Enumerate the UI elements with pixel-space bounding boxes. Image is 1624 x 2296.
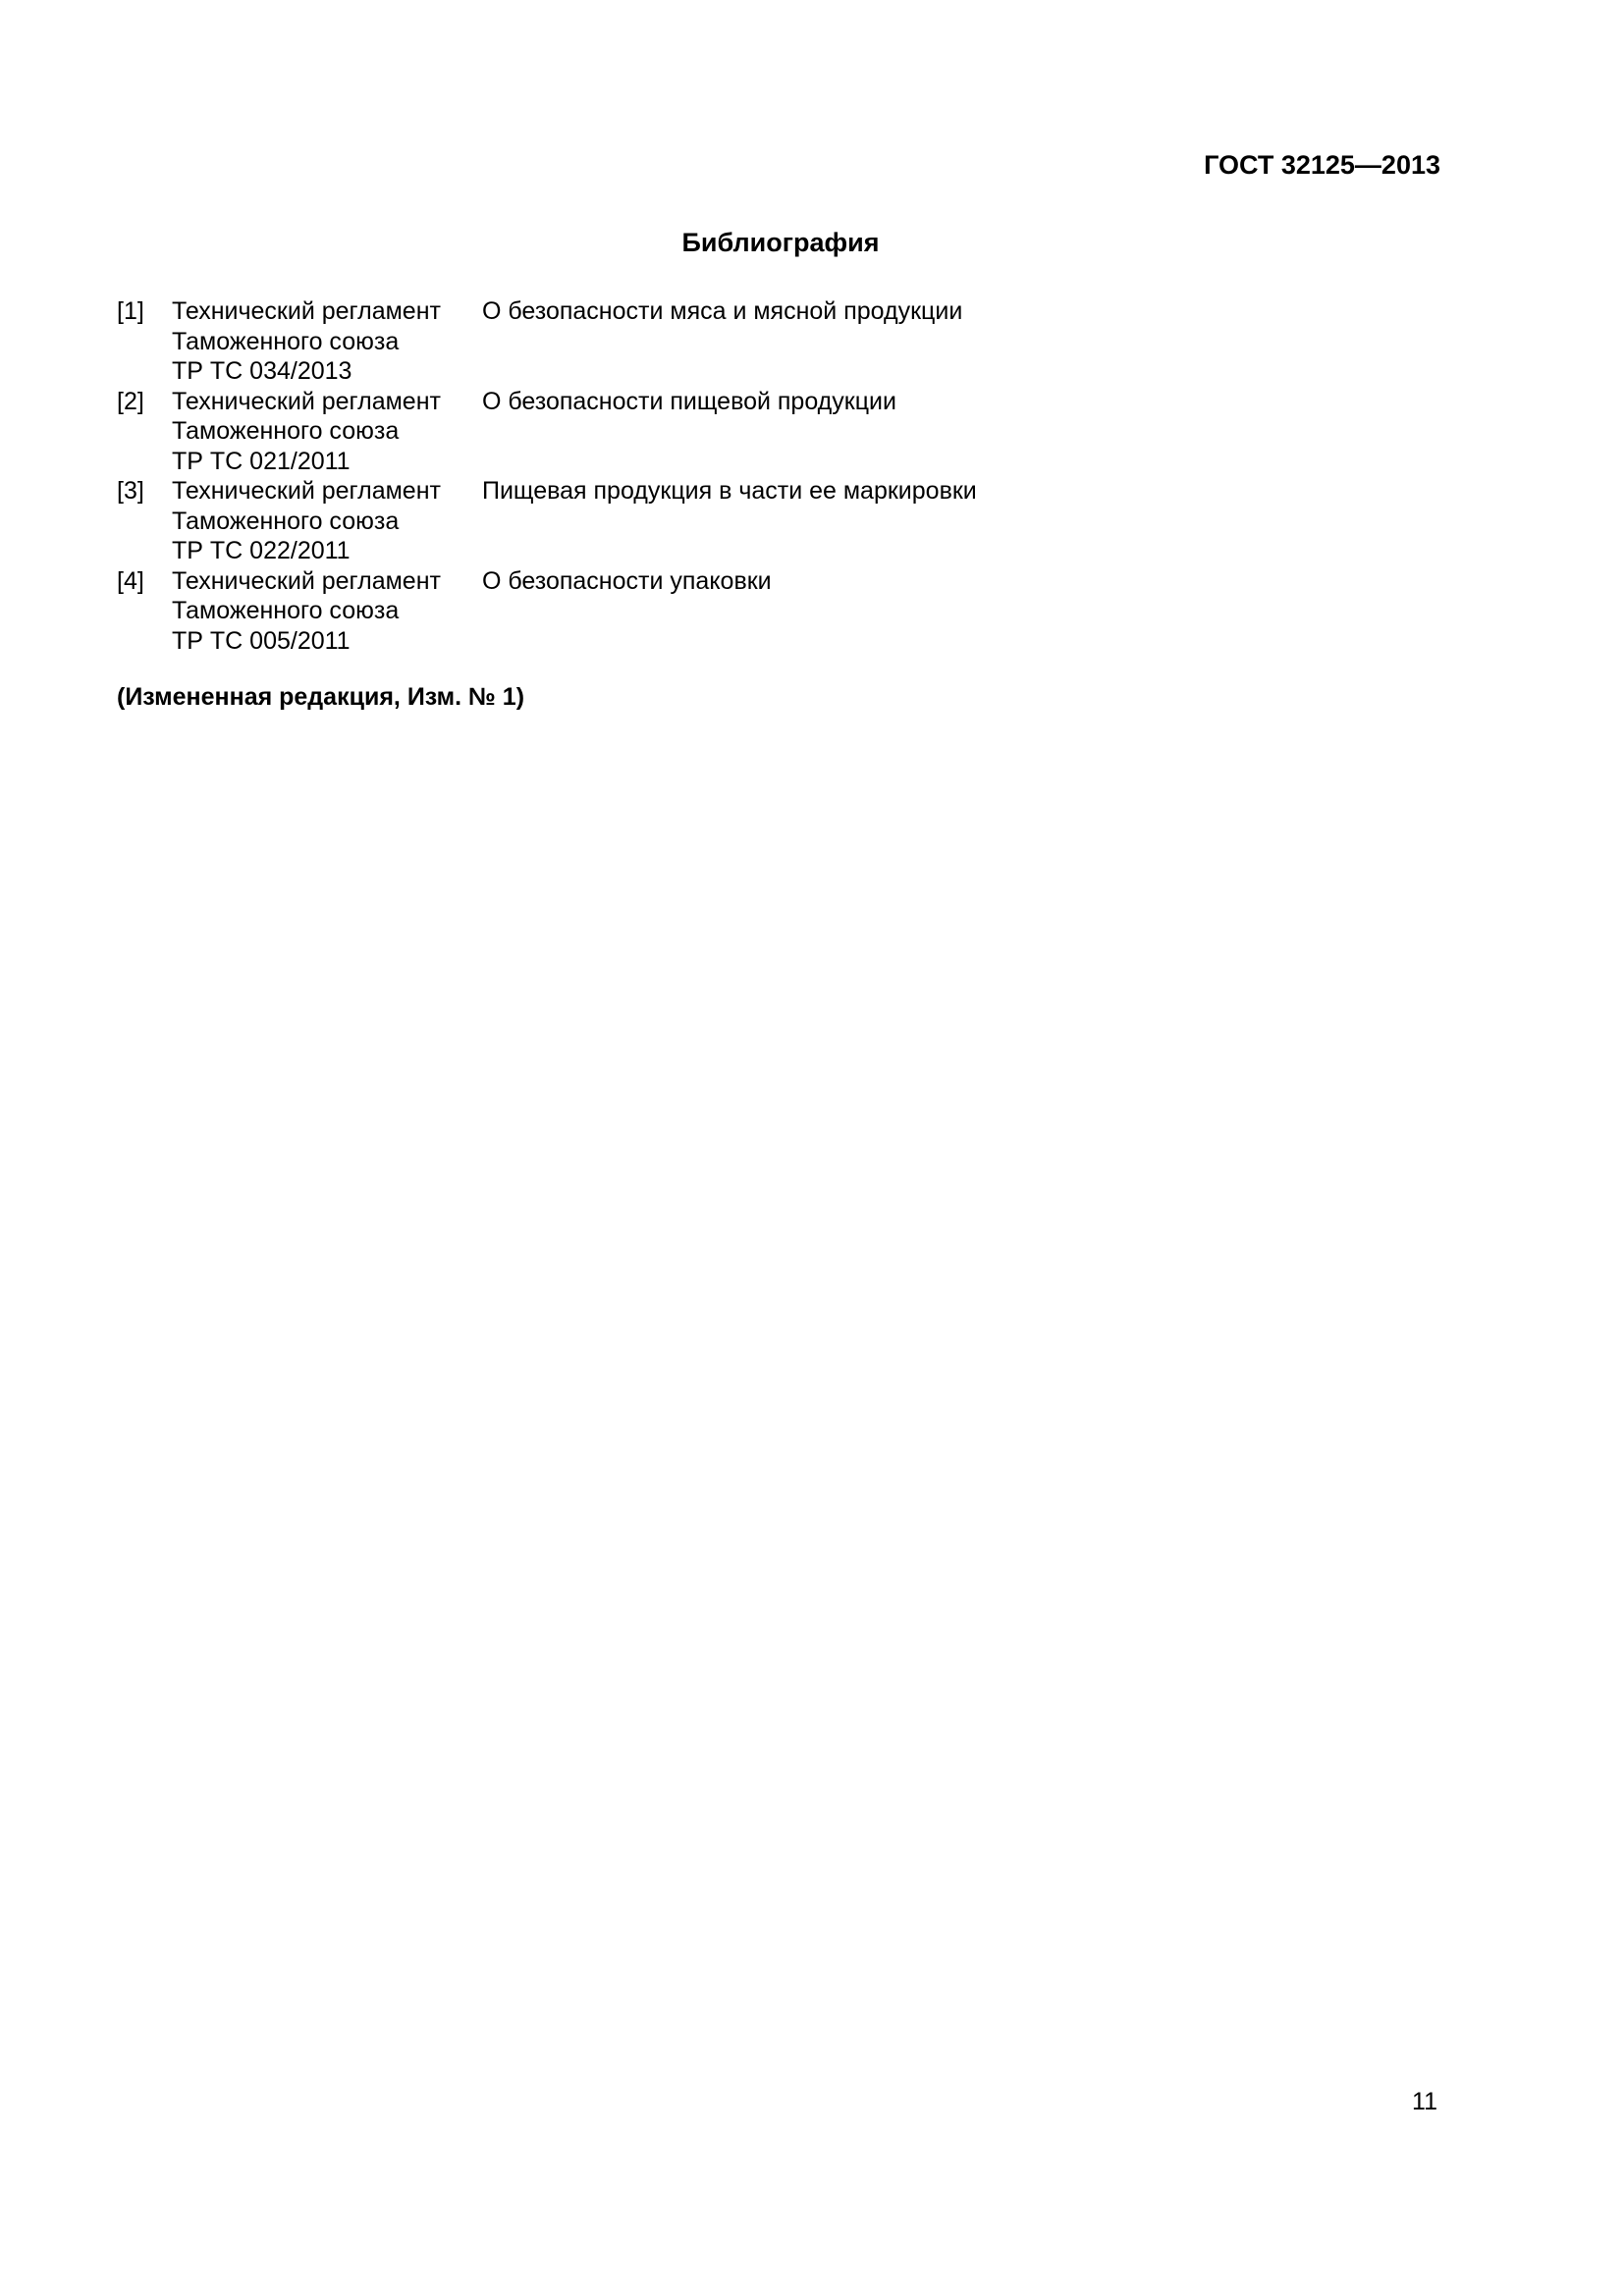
entry-source-line: Технический регламент bbox=[172, 566, 441, 595]
page-number: 11 bbox=[1412, 2088, 1437, 2115]
entry-source-line: ТР ТС 021/2011 bbox=[172, 447, 351, 475]
bibliography-entry bbox=[117, 566, 1442, 657]
entry-source-line: Технический регламент bbox=[172, 297, 441, 325]
section-title: Библиография bbox=[681, 228, 880, 257]
entry-source bbox=[172, 296, 482, 387]
entry-source-line: ТР ТС 022/2011 bbox=[172, 537, 351, 564]
bibliography-entry bbox=[117, 387, 1442, 477]
entry-number: [2] bbox=[117, 387, 144, 415]
entry-title: О безопасности упаковки bbox=[482, 566, 772, 595]
bibliography-entry bbox=[117, 296, 1442, 387]
entry-source bbox=[172, 566, 482, 657]
entry-source-line: ТР ТС 034/2013 bbox=[172, 357, 352, 385]
entry-number: [3] bbox=[117, 477, 144, 505]
entry-source bbox=[172, 476, 482, 566]
entry-title: О безопасности мяса и мясной продукции bbox=[482, 297, 963, 325]
amendment-note: (Измененная редакция, Изм. № 1) bbox=[117, 683, 525, 711]
entry-source-line: Таможенного союза bbox=[172, 597, 400, 624]
entry-source-line: Технический регламент bbox=[172, 477, 441, 505]
entry-source-line: ТР ТС 005/2011 bbox=[172, 626, 351, 655]
bibliography-list bbox=[117, 296, 1442, 656]
entry-source-line: Таможенного союза bbox=[172, 507, 400, 535]
bibliography-entry bbox=[117, 476, 1442, 566]
entry-source-line: Таможенного союза bbox=[172, 327, 400, 355]
entry-title: О безопасности пищевой продукции bbox=[482, 387, 896, 415]
document-code: ГОСТ 32125—2013 bbox=[1204, 150, 1440, 180]
entry-source-line: Технический регламент bbox=[172, 387, 441, 415]
entry-source bbox=[172, 387, 482, 477]
entry-number: [1] bbox=[117, 297, 144, 325]
entry-title: Пищевая продукция в части ее маркировки bbox=[482, 477, 977, 505]
entry-number: [4] bbox=[117, 566, 144, 595]
entry-source-line: Таможенного союза bbox=[172, 417, 400, 445]
